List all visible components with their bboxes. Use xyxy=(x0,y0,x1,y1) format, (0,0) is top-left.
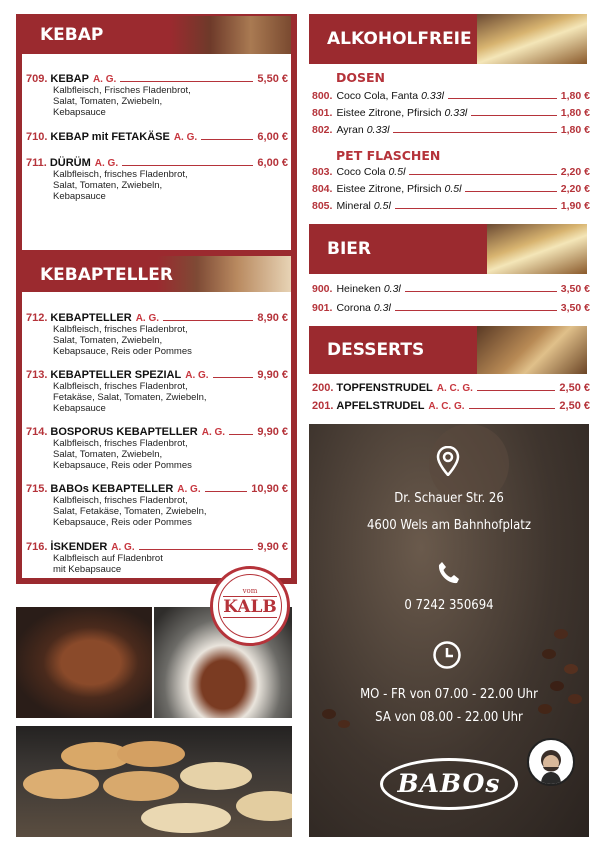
item-number: 714. xyxy=(26,426,48,438)
bier-header xyxy=(309,224,587,274)
item-price: 9,90 € xyxy=(257,426,288,438)
drink-row-900 xyxy=(312,283,590,295)
kebap-header xyxy=(22,16,291,54)
item-price: 2,20 € xyxy=(560,183,590,195)
item-number: 711. xyxy=(26,157,47,169)
item-price: 3,50 € xyxy=(560,283,590,295)
drink-row-805 xyxy=(312,200,590,212)
item-name: BABOs KEBAPTELLER xyxy=(50,483,174,495)
logo-text: BABOs xyxy=(397,769,501,798)
chef-avatar xyxy=(527,738,575,786)
item-number: 715. xyxy=(26,483,48,495)
item-allergens: A. G. xyxy=(94,158,119,169)
item-price: 2,50 € xyxy=(559,382,590,394)
item-price: 1,80 € xyxy=(560,90,590,102)
stamp-top: vom xyxy=(242,587,258,595)
item-number: 200. xyxy=(312,382,334,394)
kebapteller-header xyxy=(22,256,291,292)
item-volume: 0.3l xyxy=(383,283,401,295)
item-name: KEBAP xyxy=(50,73,89,85)
item-desc: Kalbfleisch, frisches Fladenbrot, xyxy=(53,381,188,392)
item-price: 6,00 € xyxy=(257,157,288,169)
item-name: BOSPORUS KEBAPTELLER xyxy=(50,426,198,438)
item-number: 201. xyxy=(312,400,334,412)
drink-row-803 xyxy=(312,166,590,178)
item-desc: Fetakäse, Salat, Tomaten, Zwiebeln, xyxy=(53,392,207,403)
item-number: 709. xyxy=(26,73,48,85)
item-desc: Salat, Tomaten, Zwiebeln, xyxy=(53,180,163,191)
item-number: 712. xyxy=(26,312,48,324)
menu-item-715 xyxy=(26,483,288,528)
item-desc: Kebapsauce xyxy=(53,191,106,202)
stamp-main: KALB xyxy=(223,597,277,617)
item-name: KEBAP mit FETAKÄSE xyxy=(50,131,170,143)
item-volume: 0.3l xyxy=(373,302,391,314)
bier-title: BIER xyxy=(327,239,371,259)
drink-row-801 xyxy=(312,107,590,119)
item-desc: Salat, Fetakäse, Tomaten, Zwiebeln, xyxy=(53,506,207,517)
flatbread-photo xyxy=(16,726,292,837)
alkoholfreie-title: ALKOHOLFREIE xyxy=(327,29,472,49)
item-name: APFELSTRUDEL xyxy=(336,400,425,412)
item-price: 1,80 € xyxy=(560,107,590,119)
item-price: 9,90 € xyxy=(257,541,288,553)
doner-spit-photo xyxy=(16,607,152,718)
item-number: 710. xyxy=(26,131,48,143)
drink-row-800 xyxy=(312,90,590,102)
menu-item-710 xyxy=(26,131,288,143)
item-price: 8,90 € xyxy=(257,312,288,324)
item-volume: 0.5l xyxy=(444,183,462,195)
item-desc: Kebapsauce xyxy=(53,107,106,118)
item-number: 713. xyxy=(26,369,48,381)
item-desc: Salat, Tomaten, Zwiebeln, xyxy=(53,96,163,107)
item-name: Coco Cola, Fanta xyxy=(336,90,419,102)
item-allergens: A. G. xyxy=(177,484,201,495)
item-volume: 0.33l xyxy=(421,90,444,102)
menu-item-713 xyxy=(26,369,288,414)
kebap-title: KEBAP xyxy=(40,25,104,45)
item-volume: 0.33l xyxy=(366,124,390,136)
item-number: 801. xyxy=(312,107,333,119)
alkoholfreie-header xyxy=(309,14,587,64)
item-name: KEBAPTELLER SPEZIAL xyxy=(50,369,182,381)
item-price: 2,50 € xyxy=(559,400,590,412)
item-allergens: A. G. xyxy=(135,313,160,324)
item-desc: Kalbfleisch, frisches Fladenbrot, xyxy=(53,495,188,506)
item-name: Eistee Zitrone, Pfirsich xyxy=(336,183,442,195)
item-number: 802. xyxy=(312,124,333,136)
item-price: 3,50 € xyxy=(560,302,590,314)
drink-row-804 xyxy=(312,183,590,195)
item-number: 803. xyxy=(312,166,333,178)
phone-icon xyxy=(436,560,462,591)
item-volume: 0.33l xyxy=(444,107,468,119)
item-desc: Kalbfleisch auf Fladenbrot xyxy=(53,553,163,564)
item-number: 800. xyxy=(312,90,333,102)
kebapteller-title: KEBAPTELLER xyxy=(40,265,173,285)
item-allergens: A. G. xyxy=(201,427,226,438)
clock-icon xyxy=(432,640,462,675)
item-desc: Kebapsauce, Reis oder Pommes xyxy=(53,517,192,528)
item-number: 804. xyxy=(312,183,333,195)
item-allergens: A. G. xyxy=(185,370,209,381)
address-city: 4600 Wels am Bahnhofplatz xyxy=(366,518,532,533)
item-desc: Salat, Tomaten, Zwiebeln, xyxy=(53,335,163,346)
phone-number[interactable]: 0 7242 350694 xyxy=(404,598,494,613)
item-number: 716. xyxy=(26,541,48,553)
item-name: İSKENDER xyxy=(50,541,108,553)
item-desc: Kalbfleisch, frisches Fladenbrot, xyxy=(53,169,188,180)
item-desc: Kalbfleisch, Frisches Fladenbrot, xyxy=(53,85,191,96)
item-price: 2,20 € xyxy=(560,166,590,178)
hours-weekday: MO - FR von 07.00 - 22.00 Uhr xyxy=(360,687,538,702)
item-price: 10,90 € xyxy=(251,483,288,495)
item-name: Coco Cola xyxy=(336,166,386,178)
item-price: 6,00 € xyxy=(257,131,288,143)
menu-item-709 xyxy=(26,73,288,118)
item-number: 901. xyxy=(312,302,333,314)
item-name: Heineken xyxy=(336,283,381,295)
desserts-header xyxy=(309,326,587,374)
menu-item-711 xyxy=(26,157,288,202)
drink-row-901 xyxy=(312,302,590,314)
item-name: KEBAPTELLER xyxy=(50,312,132,324)
menu-item-712 xyxy=(26,312,288,357)
item-volume: 0.5l xyxy=(388,166,406,178)
kebapteller-frame xyxy=(16,254,297,584)
item-name: TOPFENSTRUDEL xyxy=(336,382,433,394)
dosen-subtitle: DOSEN xyxy=(336,70,386,85)
hours-saturday: SA von 08.00 - 22.00 Uhr xyxy=(375,710,523,725)
item-allergens: A. G. xyxy=(111,542,135,553)
item-price: 5,50 € xyxy=(257,73,288,85)
item-desc: Kebapsauce, Reis oder Pommes xyxy=(53,346,192,357)
item-number: 805. xyxy=(312,200,333,212)
flaschen-subtitle: PET FLASCHEN xyxy=(336,148,441,163)
desserts-title: DESSERTS xyxy=(327,340,425,360)
item-name: Corona xyxy=(336,302,371,314)
item-name: DÜRÜM xyxy=(49,157,91,169)
dessert-row-200 xyxy=(312,382,590,394)
item-desc: Kebapsauce, Reis oder Pommes xyxy=(53,460,192,471)
item-volume: 0.5l xyxy=(373,200,391,212)
item-price: 9,90 € xyxy=(257,369,288,381)
address-street: Dr. Schauer Str. 26 xyxy=(394,491,504,506)
menu-item-714 xyxy=(26,426,288,471)
kalb-stamp xyxy=(210,566,290,646)
item-allergens: A. C. G. xyxy=(428,401,465,412)
item-desc: Kebapsauce xyxy=(53,403,106,414)
item-name: Mineral xyxy=(336,200,371,212)
item-name: Ayran xyxy=(336,124,364,136)
item-desc: Kalbfleisch, frisches Fladenbrot, xyxy=(53,324,188,335)
drink-row-802 xyxy=(312,124,590,136)
item-name: Eistee Zitrone, Pfirsich xyxy=(336,107,442,119)
item-allergens: A. G. xyxy=(173,132,198,143)
item-desc: Salat, Tomaten, Zwiebeln, xyxy=(53,449,163,460)
flatbread-loaves xyxy=(16,726,292,837)
item-desc: Kalbfleisch, frisches Fladenbrot, xyxy=(53,438,188,449)
item-price: 1,90 € xyxy=(560,200,590,212)
babos-logo xyxy=(380,758,518,810)
item-price: 1,80 € xyxy=(560,124,590,136)
item-desc: mit Kebapsauce xyxy=(53,564,122,575)
dessert-row-201 xyxy=(312,400,590,412)
item-allergens: A. G. xyxy=(92,74,117,85)
item-allergens: A. C. G. xyxy=(436,383,473,394)
item-number: 900. xyxy=(312,283,333,295)
location-pin-icon xyxy=(436,446,460,481)
